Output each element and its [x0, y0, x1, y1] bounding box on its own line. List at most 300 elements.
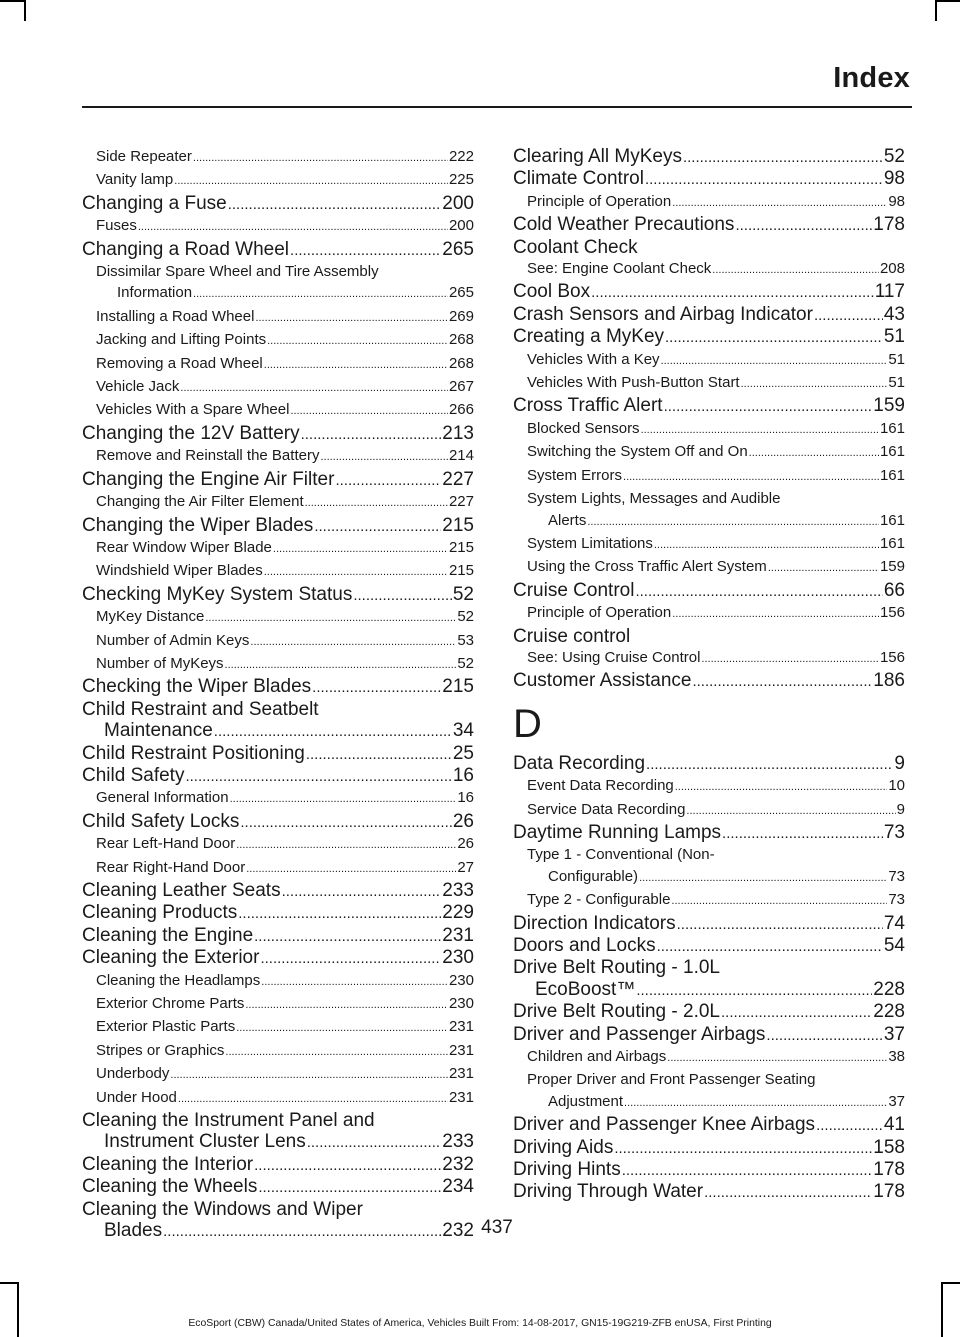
index-heading: System Lights, Messages and Audible — [527, 490, 781, 508]
dot-leader — [635, 581, 882, 602]
entry-label: EcoBoost™ — [535, 978, 636, 1000]
entry-label: Jacking and Lifting Points — [96, 331, 267, 349]
dot-leader — [661, 351, 888, 372]
dot-leader — [622, 1160, 873, 1181]
dot-leader — [225, 1042, 448, 1063]
dot-leader — [273, 539, 448, 560]
dot-leader — [236, 835, 456, 856]
dot-leader — [306, 744, 452, 765]
dot-leader — [205, 608, 456, 629]
entry-page-number: 73 — [888, 867, 905, 885]
index-entry[interactable] — [513, 281, 905, 303]
index-subentry[interactable] — [82, 1063, 474, 1086]
index-entry[interactable] — [513, 753, 905, 775]
index-entry[interactable] — [513, 146, 905, 168]
entry-label: Using the Cross Traffic Alert System — [527, 558, 767, 576]
dot-leader — [236, 1018, 448, 1039]
entry-label: General Information — [96, 789, 229, 807]
entry-page-number: 225 — [448, 171, 474, 189]
index-entry[interactable] — [513, 935, 905, 957]
index-entry[interactable] — [513, 395, 905, 417]
entry-label: Daytime Running Lamps — [513, 821, 722, 843]
index-subentry[interactable] — [82, 970, 474, 993]
dot-leader — [768, 558, 879, 579]
entry-page-number: 230 — [442, 947, 474, 969]
dot-leader — [766, 1025, 882, 1046]
dot-leader — [174, 171, 448, 192]
entry-label: Cool Box — [513, 281, 591, 303]
entry-page-number: 26 — [452, 810, 474, 832]
index-entry[interactable] — [82, 720, 474, 742]
index-entry[interactable] — [513, 1114, 905, 1136]
index-entry[interactable] — [82, 676, 474, 698]
dot-leader — [591, 282, 874, 303]
index-entry[interactable] — [82, 1154, 474, 1176]
index-entry[interactable] — [82, 880, 474, 902]
entry-page-number: 228 — [873, 1001, 905, 1023]
index-subentry[interactable] — [82, 1016, 474, 1039]
entry-label: Vehicle Jack — [96, 378, 180, 396]
dot-leader — [307, 1132, 442, 1153]
index-entry[interactable] — [82, 193, 474, 215]
index-entry[interactable] — [513, 326, 905, 348]
dot-leader — [245, 995, 448, 1016]
dot-leader — [636, 980, 872, 1001]
entry-page-number: 213 — [442, 422, 474, 444]
dot-leader — [814, 305, 883, 326]
index-entry[interactable] — [82, 902, 474, 924]
entry-label: Exterior Chrome Parts — [96, 995, 245, 1013]
entry-page-number: 66 — [883, 579, 905, 601]
entry-label: Rear Right-Hand Door — [96, 858, 246, 876]
entry-page-number: 34 — [452, 720, 474, 742]
entry-label: Child Restraint Positioning — [82, 742, 305, 764]
index-entry[interactable] — [82, 469, 474, 491]
entry-label: Changing the 12V Battery — [82, 422, 300, 444]
index-entry[interactable] — [513, 1001, 905, 1023]
index-entry[interactable] — [513, 1181, 905, 1203]
entry-label: Cleaning Leather Seats — [82, 880, 281, 901]
entry-label: Vehicles With a Spare Wheel — [96, 401, 290, 419]
entry-label: Changing a Fuse — [82, 192, 227, 214]
index-entry[interactable] — [513, 1137, 905, 1159]
dot-leader — [335, 470, 441, 491]
entry-page-number: 98 — [883, 168, 905, 190]
entry-label: Child Safety Locks — [82, 810, 240, 832]
dot-leader — [721, 1002, 872, 1023]
index-subentry[interactable] — [82, 306, 474, 329]
index-entry[interactable] — [513, 168, 905, 190]
crop-mark-bottom-right — [941, 1282, 960, 1284]
index-subentry[interactable] — [82, 399, 474, 422]
index-subentry[interactable] — [513, 372, 905, 395]
index-subentry[interactable] — [513, 191, 905, 214]
dot-leader — [228, 194, 442, 215]
entry-page-number: 178 — [873, 1181, 905, 1203]
dot-leader — [180, 378, 448, 399]
index-subentry[interactable] — [513, 1046, 905, 1069]
index-subentry[interactable] — [513, 441, 905, 464]
index-subentry[interactable] — [82, 169, 474, 192]
index-heading: Dissimilar Spare Wheel and Tire Assembly — [96, 263, 379, 281]
entry-label: Instrument Cluster Lens — [104, 1131, 306, 1153]
entry-page-number: 156 — [879, 648, 905, 666]
header-rule — [82, 106, 912, 108]
index-subentry[interactable] — [513, 418, 905, 441]
index-subentry[interactable] — [82, 215, 474, 238]
index-heading: Child Restraint and Seatbelt — [82, 698, 319, 720]
entry-label: Direction Indicators — [513, 912, 676, 934]
index-entry[interactable] — [513, 670, 905, 692]
entry-page-number: 215 — [442, 514, 474, 536]
entry-label: System Errors — [527, 466, 623, 484]
dot-leader — [735, 215, 872, 236]
entry-label: Cleaning the Exterior — [82, 947, 260, 969]
dot-leader — [185, 766, 451, 787]
page-title: Index — [833, 62, 910, 94]
entry-page-number: 51 — [883, 326, 905, 348]
entry-page-number: 267 — [448, 378, 474, 396]
index-subentry[interactable] — [82, 857, 474, 880]
index-subentry[interactable] — [82, 491, 474, 514]
entry-page-number: 232 — [442, 1153, 474, 1175]
entry-label: Cleaning the Interior — [82, 1153, 254, 1175]
index-entry[interactable] — [82, 423, 474, 445]
entry-label: Principle of Operation — [527, 192, 672, 210]
entry-page-number: 269 — [448, 307, 474, 325]
dot-leader — [672, 193, 887, 214]
entry-label: Cleaning the Wheels — [82, 1176, 258, 1198]
dot-leader — [138, 217, 448, 238]
index-entry[interactable] — [513, 979, 905, 1001]
index-subentry[interactable] — [82, 606, 474, 629]
entry-label: System Limitations — [527, 534, 653, 552]
entry-label: MyKey Distance — [96, 608, 205, 626]
dot-leader — [170, 1065, 448, 1086]
index-subentry[interactable] — [82, 1087, 474, 1110]
crop-mark-top-left-vertical — [24, 0, 26, 21]
index-heading: Cruise control — [513, 625, 631, 647]
entry-label: Drive Belt Routing - 2.0L — [513, 1001, 720, 1023]
dot-leader — [683, 147, 883, 168]
entry-page-number: 215 — [442, 676, 474, 698]
entry-label: Switching the System Off and On — [527, 443, 748, 461]
entry-label: Blocked Sensors — [527, 419, 640, 437]
dot-leader — [282, 881, 442, 902]
entry-page-number: 52 — [452, 583, 474, 605]
dot-leader — [254, 1155, 441, 1176]
entry-page-number: 178 — [873, 1159, 905, 1181]
index-subentry[interactable] — [513, 258, 905, 281]
index-entry[interactable] — [513, 580, 905, 602]
entry-page-number: 26 — [457, 835, 474, 853]
dot-leader — [254, 926, 441, 947]
entry-label: Stripes or Graphics — [96, 1041, 225, 1059]
index-subentry[interactable] — [513, 602, 905, 625]
index-subentry[interactable] — [82, 787, 474, 810]
dot-leader — [722, 823, 883, 844]
dot-leader — [686, 801, 895, 822]
crop-mark-top-right-vertical — [935, 0, 937, 21]
entry-label: Vehicles With a Key — [527, 350, 660, 368]
dot-leader — [264, 562, 448, 583]
entry-label: Data Recording — [513, 752, 646, 774]
index-heading: Drive Belt Routing - 1.0L — [513, 957, 720, 979]
entry-label: See: Engine Coolant Check — [527, 260, 712, 278]
index-entry[interactable] — [82, 743, 474, 765]
entry-page-number: 231 — [448, 1018, 474, 1036]
entry-page-number: 73 — [883, 821, 905, 843]
entry-label: Maintenance — [104, 720, 213, 742]
dot-leader — [320, 447, 448, 468]
index-subentry[interactable] — [82, 353, 474, 376]
entry-page-number: 161 — [879, 443, 905, 461]
entry-page-number: 231 — [442, 924, 474, 946]
entry-label: Cleaning the Engine — [82, 924, 254, 946]
index-entry[interactable] — [82, 515, 474, 537]
dot-leader — [667, 1048, 887, 1069]
entry-page-number: 186 — [873, 670, 905, 692]
entry-label: Under Hood — [96, 1088, 177, 1106]
section-letter: D — [513, 701, 542, 746]
dot-leader — [230, 789, 457, 810]
dot-leader — [749, 443, 879, 464]
index-subentry[interactable] — [513, 889, 905, 912]
entry-label: Blades — [104, 1220, 163, 1242]
dot-leader — [258, 1177, 441, 1198]
entry-page-number: 38 — [888, 1048, 905, 1066]
index-entry[interactable] — [82, 925, 474, 947]
index-subentry[interactable] — [82, 1040, 474, 1063]
entry-page-number: 25 — [452, 742, 474, 764]
entry-label: Removing a Road Wheel — [96, 354, 263, 372]
entry-page-number: 51 — [888, 350, 905, 368]
entry-label: Creating a MyKey — [513, 326, 665, 348]
index-subentry[interactable] — [82, 376, 474, 399]
entry-label: Underbody — [96, 1065, 170, 1083]
dot-leader — [704, 1182, 872, 1203]
entry-label: Number of MyKeys — [96, 654, 224, 672]
entry-page-number: 227 — [442, 468, 474, 490]
entry-label: Principle of Operation — [527, 604, 672, 622]
entry-page-number: 43 — [883, 303, 905, 325]
index-entry[interactable] — [82, 765, 474, 787]
dot-leader — [290, 401, 448, 422]
entry-label: Vehicles With Push-Button Start — [527, 374, 740, 392]
index-subentry[interactable] — [82, 146, 474, 169]
index-subentry[interactable] — [513, 556, 905, 579]
dot-leader — [623, 467, 879, 488]
index-heading: Coolant Check — [513, 236, 638, 258]
index-subentry[interactable] — [513, 510, 905, 533]
entry-page-number: 41 — [883, 1114, 905, 1136]
index-entry[interactable] — [513, 822, 905, 844]
entry-label: Child Safety — [82, 764, 185, 786]
entry-page-number: 37 — [883, 1023, 905, 1045]
dot-leader — [657, 936, 883, 957]
entry-label: Cleaning the Headlamps — [96, 971, 261, 989]
index-subentry[interactable] — [513, 1091, 905, 1114]
index-subentry[interactable] — [513, 533, 905, 556]
entry-page-number: 159 — [873, 395, 905, 417]
entry-page-number: 27 — [457, 858, 474, 876]
entry-label: Adjustment — [548, 1092, 624, 1110]
index-subentry[interactable] — [513, 647, 905, 670]
entry-label: Rear Window Wiper Blade — [96, 538, 272, 556]
entry-page-number: 231 — [448, 1065, 474, 1083]
index-entry[interactable] — [513, 214, 905, 236]
dot-leader — [664, 396, 873, 417]
entry-page-number: 53 — [457, 631, 474, 649]
entry-page-number: 98 — [888, 192, 905, 210]
index-subentry[interactable] — [82, 537, 474, 560]
entry-page-number: 117 — [874, 281, 905, 303]
entry-page-number: 234 — [442, 1176, 474, 1198]
entry-label: Driving Through Water — [513, 1181, 704, 1203]
entry-page-number: 229 — [442, 902, 474, 924]
dot-leader — [677, 914, 883, 935]
entry-label: Remove and Reinstall the Battery — [96, 447, 320, 465]
entry-page-number: 268 — [448, 354, 474, 372]
entry-page-number: 161 — [879, 419, 905, 437]
entry-page-number: 161 — [879, 466, 905, 484]
entry-page-number: 208 — [879, 260, 905, 278]
index-subentry[interactable] — [82, 993, 474, 1016]
dot-leader — [238, 903, 441, 924]
page-number: 437 — [481, 1217, 513, 1238]
entry-label: Driving Aids — [513, 1136, 614, 1158]
entry-page-number: 222 — [448, 148, 474, 165]
index-entry[interactable] — [513, 304, 905, 326]
entry-label: Event Data Recording — [527, 777, 674, 795]
entry-label: Exterior Plastic Parts — [96, 1018, 236, 1036]
dot-leader — [675, 777, 888, 798]
entry-page-number: 265 — [442, 238, 474, 260]
dot-leader — [314, 516, 441, 537]
index-entry[interactable] — [82, 584, 474, 606]
index-subentry[interactable] — [82, 653, 474, 676]
dot-leader — [240, 812, 452, 833]
index-heading: Type 1 - Conventional (Non- — [527, 846, 715, 864]
entry-page-number: 161 — [879, 511, 905, 529]
entry-label: Changing the Engine Air Filter — [82, 468, 335, 490]
index-heading: Proper Driver and Front Passenger Seating — [527, 1071, 816, 1089]
entry-page-number: 200 — [448, 217, 474, 235]
index-heading: Cleaning the Instrument Panel and — [82, 1110, 375, 1132]
entry-label: Number of Admin Keys — [96, 631, 250, 649]
index-subentry[interactable] — [82, 630, 474, 653]
dot-leader — [692, 671, 872, 692]
crop-mark-top-left — [0, 0, 25, 2]
entry-label: Customer Assistance — [513, 670, 692, 692]
index-column-left — [82, 146, 474, 1243]
entry-label: Service Data Recording — [527, 800, 686, 818]
index-subentry[interactable] — [82, 282, 474, 305]
index-subentry[interactable] — [513, 465, 905, 488]
entry-page-number: 200 — [442, 192, 474, 214]
dot-leader — [250, 632, 456, 653]
entry-label: Windshield Wiper Blades — [96, 562, 263, 580]
entry-page-number: 52 — [457, 654, 474, 672]
dot-leader — [312, 677, 441, 698]
dot-leader — [639, 868, 887, 889]
entry-label: Information — [117, 284, 193, 302]
entry-page-number: 51 — [888, 374, 905, 392]
index-entry[interactable] — [82, 947, 474, 969]
entry-page-number: 52 — [457, 608, 474, 626]
dot-leader — [672, 604, 879, 625]
entry-page-number: 215 — [448, 538, 474, 556]
index-subentry[interactable] — [513, 775, 905, 798]
index-entry[interactable] — [82, 239, 474, 261]
dot-leader — [701, 649, 879, 670]
entry-label: Rear Left-Hand Door — [96, 835, 236, 853]
dot-leader — [225, 655, 457, 676]
index-entry[interactable] — [513, 913, 905, 935]
entry-label: Side Repeater — [96, 148, 192, 165]
entry-label: Changing a Road Wheel — [82, 238, 290, 260]
dot-leader — [255, 308, 448, 329]
dot-leader — [816, 1115, 883, 1136]
dot-leader — [290, 240, 441, 261]
entry-page-number: 159 — [879, 558, 905, 576]
index-heading: Cleaning the Windows and Wiper — [82, 1198, 363, 1220]
index-entry[interactable] — [82, 811, 474, 833]
entry-page-number: 74 — [883, 912, 905, 934]
index-entry[interactable] — [513, 1159, 905, 1181]
entry-page-number: 16 — [457, 789, 474, 807]
dot-leader — [301, 424, 442, 445]
entry-page-number: 161 — [879, 534, 905, 552]
dot-leader — [214, 721, 452, 742]
crop-mark-top-right — [935, 0, 960, 2]
dot-leader — [261, 972, 448, 993]
index-entry[interactable] — [82, 1176, 474, 1198]
entry-page-number: 9 — [894, 752, 905, 774]
dot-leader — [193, 284, 448, 305]
entry-label: Children and Airbags — [527, 1048, 667, 1066]
index-subentry[interactable] — [82, 833, 474, 856]
index-subentry[interactable] — [82, 560, 474, 583]
dot-leader — [267, 331, 448, 352]
entry-page-number: 266 — [448, 401, 474, 419]
footer-text: EcoSport (CBW) Canada/United States of America, Vehicles Built From: 14-08-2017, GN15-19G219-ZFB enUSA, First Printing — [188, 1318, 772, 1329]
dot-leader — [645, 169, 883, 190]
index-subentry[interactable] — [82, 329, 474, 352]
entry-page-number: 233 — [442, 1131, 474, 1153]
entry-page-number: 156 — [879, 604, 905, 622]
dot-leader — [305, 493, 448, 514]
entry-label: Changing the Air Filter Element — [96, 493, 304, 511]
index-entry[interactable] — [513, 1024, 905, 1046]
entry-page-number: 52 — [883, 146, 905, 167]
entry-label: Driver and Passenger Airbags — [513, 1023, 766, 1045]
index-subentry[interactable] — [513, 866, 905, 889]
entry-page-number: 37 — [888, 1092, 905, 1110]
entry-page-number: 9 — [896, 800, 905, 818]
dot-leader — [712, 260, 879, 281]
entry-label: Cleaning Products — [82, 902, 238, 924]
entry-label: Checking MyKey System Status — [82, 583, 353, 605]
dot-leader — [624, 1093, 887, 1114]
index-entry[interactable] — [82, 1131, 474, 1153]
entry-label: Crash Sensors and Airbag Indicator — [513, 303, 813, 325]
index-subentry[interactable] — [513, 349, 905, 372]
dot-leader — [353, 585, 452, 606]
index-subentry[interactable] — [82, 445, 474, 468]
index-subentry[interactable] — [513, 799, 905, 822]
entry-page-number: 230 — [448, 971, 474, 989]
